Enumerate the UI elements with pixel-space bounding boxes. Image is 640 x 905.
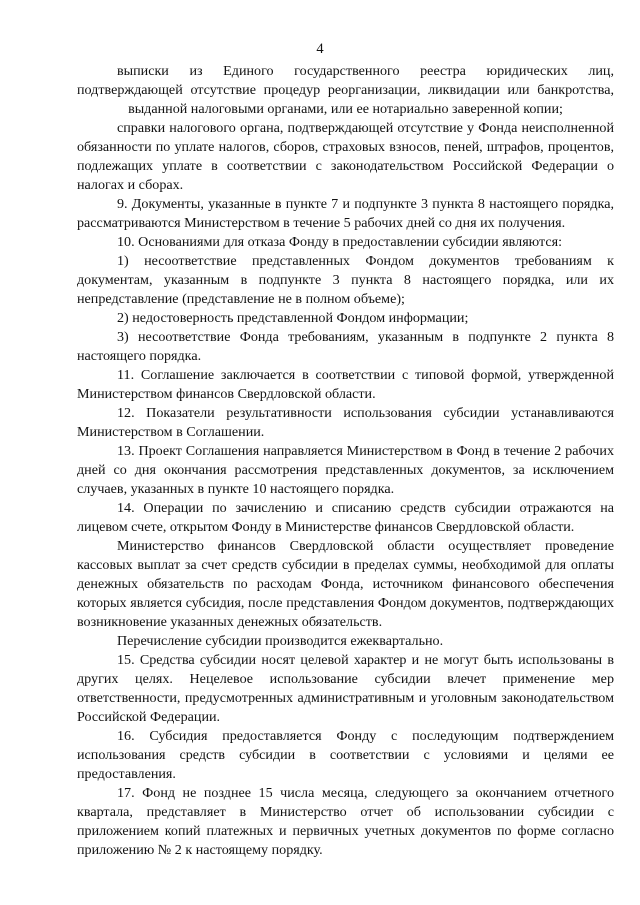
paragraph-tax-certificate: справки налогового органа, подтверждающей отсутствие у Фонда неисполненной обязанности по уплате налогов, сборов, страховых взносов, пеней, штрафов, процентов, подлежащих уплате в соответствии с законодательством Российской Федерации о налогах и сборах. bbox=[77, 120, 614, 193]
page-number: 4 bbox=[316, 41, 324, 57]
paragraph-item-10-1: 1) несоответствие представленных Фондом документов требованиям к документам, указанным в подпункте 3 пункта 8 настоящего порядка, или их непредставление (представление не в полном объеме); bbox=[77, 253, 614, 307]
paragraph-item-10-3: 3) несоответствие Фонда требованиям, указанным в подпункте 2 пункта 8 настоящего порядка. bbox=[77, 329, 614, 364]
paragraph-cash-payments: Министерство финансов Свердловской области осуществляет проведение кассовых выплат за счет средств субсидии в пределах суммы, необходимой для оплаты денежных обязательств по расходам Фонда, источником финансового обеспечения которых является субсидия, после представления Фондом документов, подтверждающих возникновение указанных денежных обязательств. bbox=[77, 538, 614, 630]
paragraph-item-14: 14. Операции по зачислению и списанию средств субсидии отражаются на лицевом счете, открытом Фонду в Министерстве финансов Свердловской области. bbox=[77, 500, 614, 535]
paragraph-item-10-2: 2) недостоверность представленной Фондом информации; bbox=[117, 310, 469, 326]
paragraph-item-10: 10. Основаниями для отказа Фонду в предоставлении субсидии являются: bbox=[117, 234, 562, 250]
paragraph-item-17: 17. Фонд не позднее 15 числа месяца, следующего за окончанием отчетного квартала, представляет в Министерство отчет об использовании субсидии с приложением копий платежных и первичных учетных документов по форме согласно приложению № 2 к настоящему порядку. bbox=[77, 785, 614, 858]
document-body bbox=[77, 62, 614, 860]
paragraph-quarterly-transfer: Перечисление субсидии производится ежеквартально. bbox=[117, 633, 444, 649]
paragraph-item-9: 9. Документы, указанные в пункте 7 и подпункте 3 пункта 8 настоящего порядка, рассматриваются Министерством в течение 5 рабочих дней со дня их получения. bbox=[77, 196, 614, 231]
paragraph-item-13: 13. Проект Соглашения направляется Министерством в Фонд в течение 2 рабочих дней со дня окончания рассмотрения представленных документов, за исключением случаев, указанных в пункте 10 настоящего порядка. bbox=[77, 443, 614, 497]
paragraph-item-16: 16. Субсидия предоставляется Фонду с последующим подтверждением использования средств субсидии в соответствии с условиями и целями ее предоставления. bbox=[77, 728, 614, 782]
paragraph-item-12: 12. Показатели результативности использования субсидии устанавливаются Министерством в Соглашении. bbox=[77, 405, 614, 440]
paragraph-egrul-extract: выписки из Единого государственного реестра юридических лиц, подтверждающей отсутствие процедур реорганизации, ликвидации или банкротства, выданной налоговыми органами, или ее нотариально заверенной копии; bbox=[77, 63, 614, 117]
paragraph-item-11: 11. Соглашение заключается в соответствии с типовой формой, утвержденной Министерством финансов Свердловской области. bbox=[77, 367, 614, 402]
paragraph-item-15: 15. Средства субсидии носят целевой характер и не могут быть использованы в других целях. Нецелевое использование субсидии влечет применение мер ответственности, предусмотренных административным и уголовным законодательством Российской Федерации. bbox=[77, 652, 614, 725]
